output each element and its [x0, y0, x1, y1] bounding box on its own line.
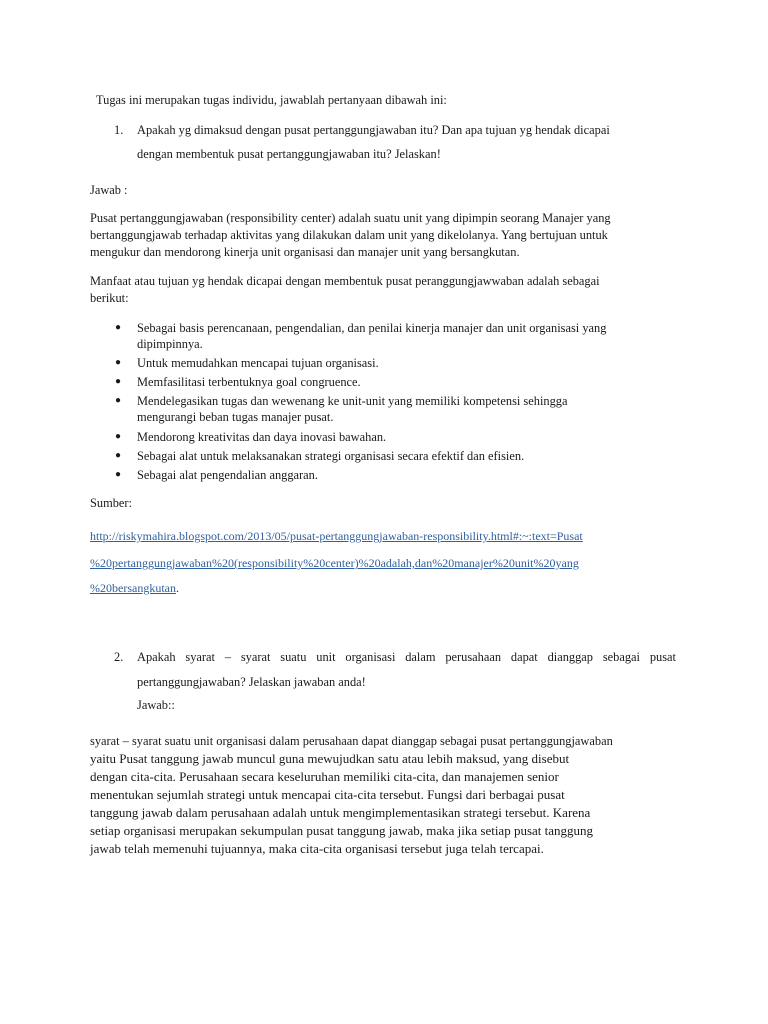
list-item-continuation: mengurangi beban tugas manajer pusat. — [137, 410, 334, 424]
answer-1-para-1-line-2: bertanggungjawab terhadap aktivitas yang dilakukan dalam unit yang dikelolanya. Yang bertujuan untuk — [90, 228, 608, 242]
answer-1-para-2-line-2: berikut: — [90, 291, 129, 305]
bullet-icon: ● — [115, 395, 122, 406]
source-link-line-1[interactable]: http://riskymahira.blogspot.com/2013/05/pusat-pertanggungjawaban-responsibility.html#:~:text=Pusat — [90, 529, 583, 543]
answer-2-line-2: yaitu Pusat tanggung jawab muncul guna mewujudkan satu atau lebih maksud, yang disebut — [90, 751, 570, 766]
answer-2-line-5: tanggung jawab dalam perusahaan adalah untuk mengimplementasikan strategi tersebut. Karena — [90, 805, 591, 820]
answer-2-line-4: menentukan sejumlah strategi untuk mencapai cita-cita tersebut. Fungsi dari berbagai pusat — [90, 787, 565, 802]
list-item: Mendelegasikan tugas dan wewenang ke unit-unit yang memiliki kompetensi sehingga — [137, 394, 568, 408]
answer-2-line-6: setiap organisasi merupakan sekumpulan pusat tanggung jawab, maka jika setiap pusat tanggung — [90, 823, 594, 838]
question-2-number: 2. — [114, 650, 124, 664]
answer-2-line-7: jawab telah memenuhi tujuannya, maka cita-cita organisasi tersebut juga telah tercapai. — [90, 841, 544, 856]
question-1-number: 1. — [114, 123, 124, 137]
list-item: Mendorong kreativitas dan daya inovasi bawahan. — [137, 430, 387, 444]
source-link-tail[interactable]: %20bersangkutan — [90, 581, 176, 595]
answer-1-label: Jawab : — [90, 183, 128, 197]
question-2-line-2: pertanggungjawaban? Jelaskan jawaban anda! — [137, 675, 366, 689]
answer-2-line-1: syarat – syarat suatu unit organisasi dalam perusahaan dapat dianggap sebagai pusat pertanggungjawaban — [90, 734, 613, 748]
source-link-period: . — [175, 581, 179, 595]
source-link-line-2[interactable]: %20pertanggungjawaban%20(responsibility%20center)%20adalah,dan%20manajer%20unit%20yang — [90, 556, 579, 570]
source-label: Sumber: — [90, 496, 132, 510]
question-2-answer-label: Jawab:: — [137, 698, 175, 712]
answer-1-para-1-line-3: mengukur dan mendorong kinerja unit organisasi dan manajer unit yang bersangkutan. — [90, 245, 520, 259]
list-item: Untuk memudahkan mencapai tujuan organisasi. — [137, 356, 379, 370]
answer-1-para-2-line-1: Manfaat atau tujuan yg hendak dicapai dengan membentuk pusat peranggungjawwaban adalah sebagai — [90, 274, 600, 288]
bullet-icon: ● — [115, 376, 122, 387]
question-1-line-2: dengan membentuk pusat pertanggungjawaban itu? Jelaskan! — [137, 147, 441, 161]
bullet-icon: ● — [115, 469, 122, 480]
source-link-line-3 — [90, 580, 179, 596]
list-item: Sebagai alat untuk melaksanakan strategi organisasi secara efektif dan efisien. — [137, 449, 525, 463]
question-1-line-1: Apakah yg dimaksud dengan pusat pertanggungjawaban itu? Dan apa tujuan yg hendak dicapai — [137, 123, 610, 137]
list-item: Sebagai basis perencanaan, pengendalian, dan penilai kinerja manajer dan unit organisasi yang — [137, 321, 607, 335]
intro-text: Tugas ini merupakan tugas individu, jawablah pertanyaan dibawah ini: — [96, 93, 447, 107]
list-item: Memfasilitasi terbentuknya goal congruence. — [137, 375, 361, 389]
question-2-line-1: Apakah syarat – syarat suatu unit organisasi dalam perusahaan dapat dianggap sebagai pusat — [137, 650, 676, 664]
bullet-icon: ● — [115, 431, 122, 442]
bullet-icon: ● — [115, 322, 122, 333]
list-item: Sebagai alat pengendalian anggaran. — [137, 468, 318, 482]
bullet-icon: ● — [115, 450, 122, 461]
answer-1-para-1-line-1: Pusat pertanggungjawaban (responsibility center) adalah suatu unit yang dipimpin seorang Manajer yang — [90, 211, 611, 225]
answer-2-line-3: dengan cita-cita. Perusahaan secara keseluruhan memiliki cita-cita, dan manajemen senior — [90, 769, 559, 784]
list-item-continuation: dipimpinnya. — [137, 337, 203, 351]
bullet-icon: ● — [115, 357, 122, 368]
